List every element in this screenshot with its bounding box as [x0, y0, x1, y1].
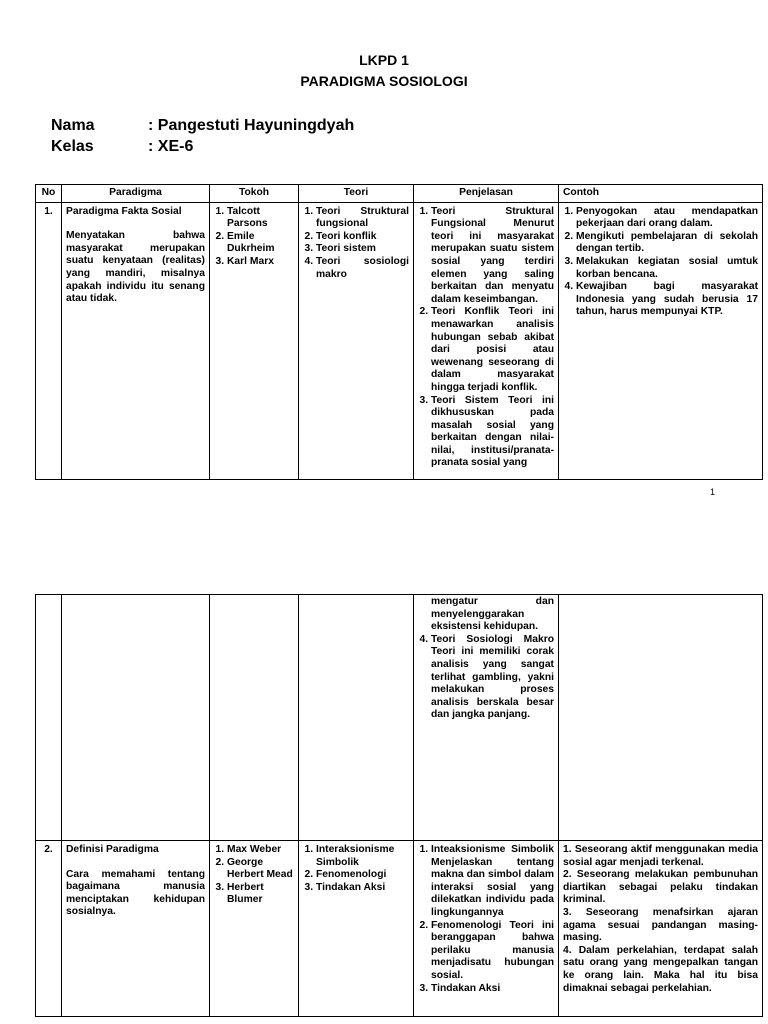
table-row: [36, 595, 763, 841]
penjelasan-item: 1. Teori Struktural Fungsional Menurut teori ini masyarakat merupakan suatu sistem sosial yang terdiri elemen yang saling berkaitan dan menyatu dalam keseimbangan.: [431, 206, 554, 307]
worksheet-title: LKPD 1: [359, 52, 409, 68]
header-no: No: [36, 185, 62, 203]
teori-item: 1. Interaksionisme Simbolik: [316, 844, 409, 869]
class-value: : XE-6: [148, 138, 194, 155]
teori-item: 2. Teori konflik: [316, 231, 409, 244]
teori-item: 4. Teori sosiologi makro: [316, 256, 409, 281]
paradigma-table-continued: [35, 594, 763, 1017]
contoh-cell: [559, 841, 763, 1017]
contoh-item: 2. Seseorang melakukan pembunuhan diartikan sebagai pelaku tindakan kriminal.: [563, 869, 758, 906]
paradigma-description: Menyatakan bahwa masyarakat merupakan suatu kenyataan (realitas) yang mandiri, misalnya apakah individu itu senang atau tidak.: [66, 230, 205, 305]
tokoh-item: 1. Max Weber: [227, 844, 294, 857]
table-row: [36, 841, 763, 1017]
teori-item: 2. Fenomenologi: [316, 869, 409, 882]
contoh-item: 1. Seseorang aktif menggunakan media sosial agar menjadi terkenal.: [563, 844, 758, 868]
contoh-item: 1. Penyogokan atau mendapatkan pekerjaan dari orang dalam.: [576, 206, 758, 231]
contoh-item: 3. Seseorang menafsirkan ajaran agama sesuai pandangan masing-masing.: [563, 906, 758, 944]
tokoh-item: 3. Herbert Blumer: [227, 882, 294, 907]
class-label: Kelas: [51, 138, 94, 155]
tokoh-item: 2. Emile Dukrheim: [227, 231, 294, 256]
paradigma-cell: [62, 841, 210, 1017]
worksheet-subtitle: PARADIGMA SOSIOLOGI: [300, 73, 468, 89]
contoh-item: 4. Kewajiban bagi masyarakat Indonesia yang sudah berusia 17 tahun, harus mempunyai KTP.: [576, 281, 758, 319]
header-contoh: Contoh: [559, 185, 763, 203]
header-teori: Teori: [299, 185, 414, 203]
name-label: Nama: [51, 117, 95, 134]
header-paradigma: Paradigma: [62, 185, 210, 203]
tokoh-item: 3. Karl Marx: [227, 256, 294, 269]
paradigma-cell: [62, 595, 210, 841]
name-value: : Pangestuti Hayuningdyah: [148, 117, 355, 134]
paradigma-title: Definisi Paradigma: [66, 844, 159, 855]
row-number: [36, 595, 62, 841]
penjelasan-item: 2. Fenomenologi Teori ini beranggapan bahwa perilaku manusia menjadisatu hubungan sosial.: [431, 920, 554, 983]
row-number: 1.: [36, 202, 62, 479]
teori-cell: [299, 841, 414, 1017]
row-number: 2.: [36, 841, 62, 1017]
teori-item: 1. Teori Struktural fungsional: [316, 206, 409, 231]
tokoh-item: 2. George Herbert Mead: [227, 857, 294, 882]
penjelasan-item: 1. Inteaksionisme Simbolik Menjelaskan tentang makna dan simbol dalam interaksi sosial yang dilekatkan individu pada lingkungannya: [431, 844, 554, 920]
contoh-item: 4. Dalam perkelahian, terdapat salah satu orang yang mengepalkan tangan ke orang lain. Maka hal itu bisa dimaknai sebagai perkelahian.: [563, 944, 758, 994]
header-tokoh: Tokoh: [210, 185, 299, 203]
penjelasan-item: 3. Tindakan Aksi: [431, 983, 554, 996]
penjelasan-item: 2. Teori Konflik Teori ini menawarkan analisis hubungan sebab akibat dari posisi atau wewenang seseorang di dalam masyarakat hingga terjadi konflik.: [431, 306, 554, 394]
teori-item: 3. Teori sistem: [316, 243, 409, 256]
contoh-item: 2. Mengikuti pembelajaran di sekolah dengan tertib.: [576, 231, 758, 256]
penjelasan-continuation: mengatur dan menyelenggarakan eksistensi kehidupan.: [431, 596, 554, 633]
penjelasan-item: 3. Teori Sistem Teori ini dikhususkan pada masalah sosial yang berkaitan dengan nilai-nilai, institusi/pranata-pranata sosial yang: [431, 395, 554, 471]
penjelasan-cell: [414, 595, 559, 841]
header-penjelasan: Penjelasan: [414, 185, 559, 203]
contoh-cell: [559, 595, 763, 841]
paradigma-title: Paradigma Fakta Sosial: [66, 205, 182, 217]
teori-cell: [299, 595, 414, 841]
teori-item: 3. Tindakan Aksi: [316, 882, 409, 895]
penjelasan-cell: [414, 841, 559, 1017]
tokoh-item: 1. Talcott Parsons: [227, 206, 294, 231]
tokoh-cell: [210, 595, 299, 841]
contoh-item: 3. Melakukan kegiatan sosial umtuk korban bencana.: [576, 256, 758, 281]
page-number: 1: [710, 487, 716, 497]
tokoh-cell: [210, 841, 299, 1017]
paradigma-description: Cara memahami tentang bagaimana manusia menciptakan kehidupan sosialnya.: [66, 868, 205, 918]
penjelasan-item: 4. Teori Sosiologi Makro Teori ini memiliki corak analisis yang sangat terlihat gambling, yakni melakukan proses analisis berskala besar dan jangka panjang.: [431, 634, 554, 722]
